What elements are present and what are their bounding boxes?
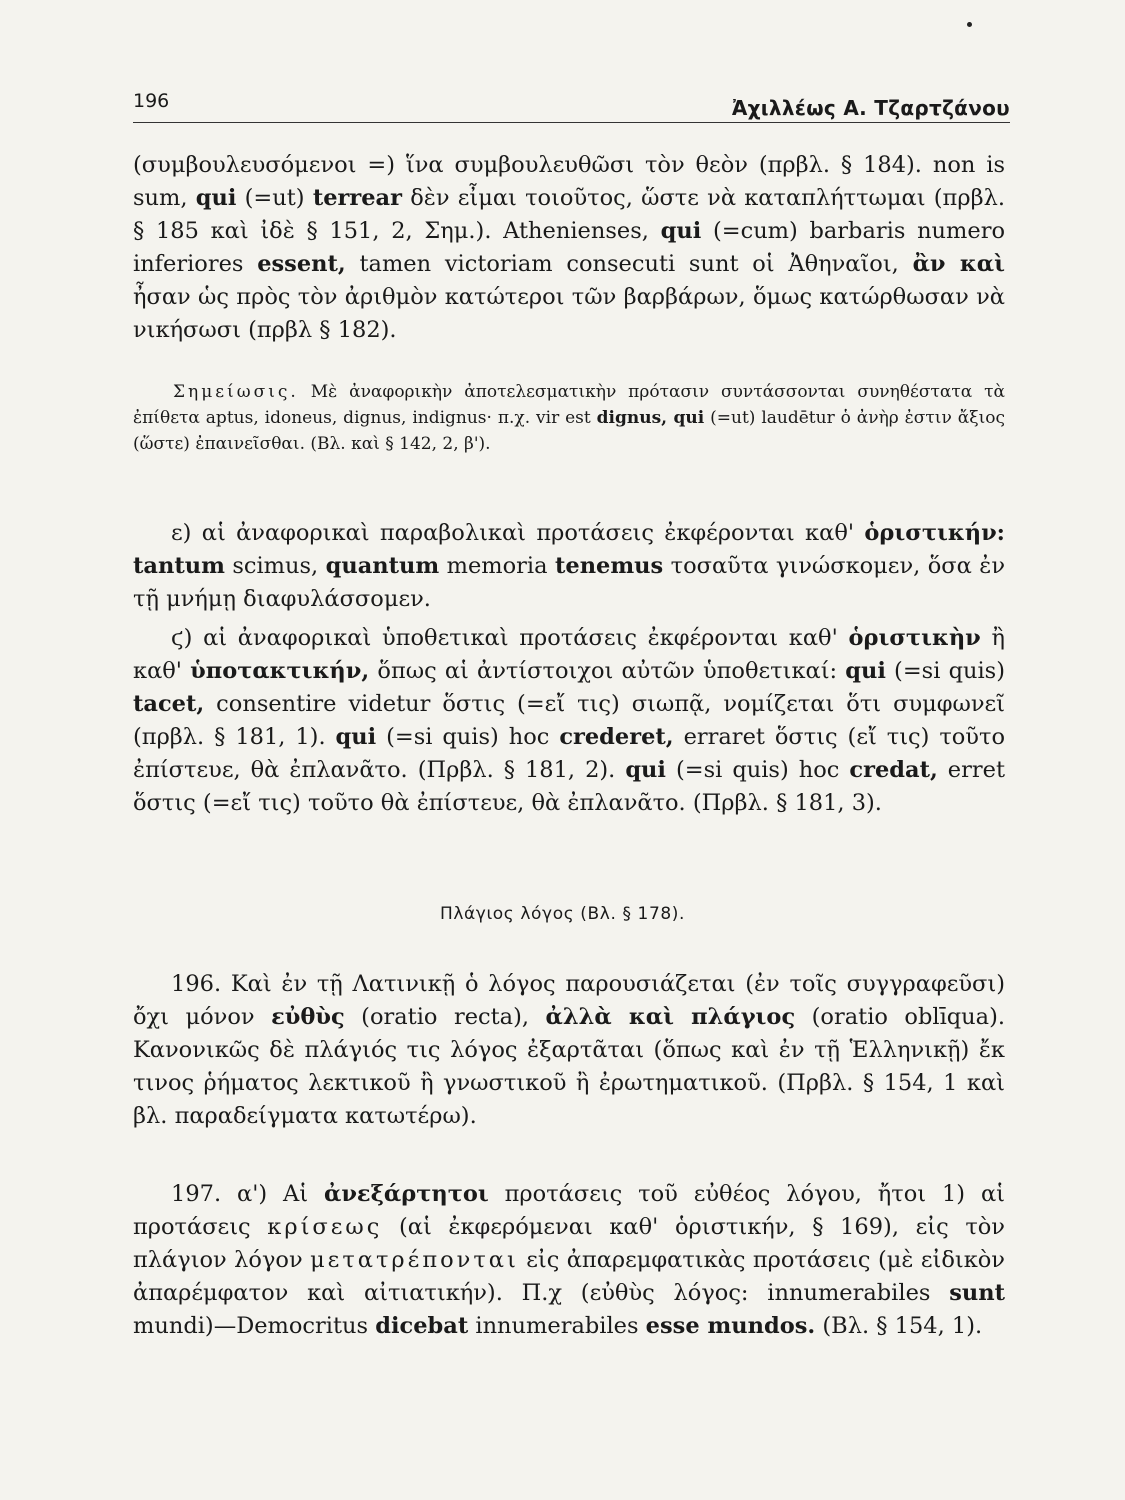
emphasis: ἀλλὰ καὶ πλάγιος [545, 1004, 796, 1030]
text-run: (=si quis) hoc [376, 724, 560, 750]
emphasis: ἀνεξάρτητοι [324, 1181, 489, 1207]
paragraph-stigma [133, 622, 1005, 820]
text-run: ϛ) αἱ ἀναφορικαὶ ὑποθετικαὶ προτάσεις ἐκφέρονται καθ' [171, 625, 849, 651]
text-run: memoria [439, 553, 555, 579]
emphasis: terrear [312, 185, 402, 211]
text-run: (=cum) barbaris numero inferiores [133, 218, 1006, 277]
text-run: τοσαῦτα γινώσκομεν, ὅσα ἐν τῇ μνήμῃ διαφυλάσσομεν. [133, 553, 1006, 612]
text-run: (αἱ ἐκφερόμεναι καθ' ὁριστικήν, § 169), εἰς τὸν πλάγιον λόγον [133, 1214, 1005, 1273]
text-run: εἰς ἀπαρεμφατικὰς προτάσεις (μὲ εἰδικὸν ἀπαρέμφατον καὶ αἰτιατικήν). Π.χ (εὐθὺς λόγος: innumerabiles [133, 1247, 1005, 1306]
text-run: scimus, [224, 553, 326, 579]
emphasis: quantum [325, 553, 440, 579]
emphasis: ἂν καὶ [912, 251, 1005, 277]
section-heading: Πλάγιος λόγος (Βλ. § 178). [439, 904, 686, 924]
emphasis: qui [845, 658, 886, 684]
text-run: προτάσεις τοῦ εὐθέος λόγου, ἤτοι 1) αἱ προτάσεις [133, 1181, 1005, 1240]
text-run: tamen victoriam consecuti sunt οἱ Ἀθηναῖοι, [345, 251, 913, 277]
author-header: Ἀχιλλέως Α. Τζαρτζάνου [731, 96, 1010, 120]
text-run: ἦσαν ὡς πρὸς τὸν ἀριθμὸν κατώτεροι τῶν βαρβάρων, ὅμως κατώρθωσαν νὰ νικήσωσι (πρβλ § 182). [133, 284, 1005, 343]
emphasis: tenemus [554, 553, 664, 579]
emphasis: qui [335, 724, 377, 750]
emphasis: tacet, [133, 691, 205, 717]
text-run: erraret ὅστις (εἴ τις) τοῦτο ἐπίστευε, θὰ ἐπλανᾶτο. (Πρβλ. § 181, 2). [133, 724, 1005, 783]
emphasis: qui [660, 218, 702, 244]
spaced-term: κρίσεως [267, 1214, 383, 1240]
emphasis: qui [195, 185, 237, 211]
text-run: (oratio recta), [344, 1004, 546, 1030]
text-run: (=si quis) [885, 658, 1005, 684]
text-run: (Βλ. § 154, 1). [815, 1313, 983, 1339]
text-run: (συμβουλευσόμενοι =) ἵνα συμβουλευθῶσι τὸν θεὸν (πρβλ. § 184). non is sum, [133, 152, 1005, 211]
text-run: Καὶ ἐν τῇ Λατινικῇ ὁ λόγος παρουσιάζεται (ἐν τοῖς συγγραφεῦσι) ὄχι μόνον [133, 971, 1005, 1030]
text-run: α') Αἱ [221, 1181, 324, 1207]
emphasis: sunt [949, 1280, 1005, 1306]
emphasis: ὑποτακτικήν, [190, 658, 370, 684]
text-run: (=ut) [236, 185, 313, 211]
text-run: mundi)—Democritus [133, 1313, 376, 1339]
text-run: ἢ καθ' [133, 625, 1005, 684]
emphasis: dicebat [375, 1313, 469, 1339]
running-head [133, 86, 1010, 123]
text-run: innumerabiles [468, 1313, 646, 1339]
scan-speck [967, 22, 972, 27]
paragraph-196 [133, 968, 1005, 1133]
spaced-term: μετατρέπονται [310, 1247, 519, 1273]
emphasis: esse mundos. [645, 1313, 816, 1339]
paragraph-197 [133, 1178, 1005, 1343]
emphasis: εὐθὺς [271, 1004, 345, 1030]
emphasis: ὁριστικήν: [864, 520, 1005, 546]
text-run: erret ὅστις (=εἴ τις) τοῦτο θὰ ἐπίστευε, θὰ ἐπλανᾶτο. (Πρβλ. § 181, 3). [133, 757, 1005, 816]
text-run: δὲν εἶμαι τοιοῦτος, ὥστε νὰ καταπλήττωμαι (πρβλ. § 185 καὶ ἰδὲ § 151, 2, Σημ.). Athenienses, [133, 185, 1005, 244]
emphasis: credat, [849, 757, 938, 783]
emphasis: crederet, [559, 724, 674, 750]
page-number: 196 [133, 90, 170, 112]
text-run: (=ut) laudētur ὁ ἀνὴρ ἐστιν ἄξιος (ὥστε) ἐπαινεῖσθαι. (Βλ. καὶ § 142, 2, β'). [133, 408, 1005, 454]
text-run: (=si quis) hoc [665, 757, 850, 783]
paragraph-number: 196. [171, 971, 222, 997]
emphasis: qui [625, 757, 666, 783]
emphasis: essent, [257, 251, 346, 277]
note-paragraph [133, 379, 1005, 457]
text-run: (oratio oblīqua). Κανονικῶς δὲ πλάγιός τις λόγος ἐξαρτᾶται (ὅπως καὶ ἐν τῇ Ἑλληνικῇ) ἔκ τινος ῥήματος λεκτικοῦ ἢ γνωστικοῦ ἢ ἐρωτηματικοῦ. (Πρβλ. § 154, 1 καὶ βλ. παραδείγματα κατωτέρω). [133, 1004, 1006, 1129]
text-run: Μὲ ἀναφορικὴν ἀποτελεσματικὴν πρότασιν συντάσσονται συνηθέστατα τὰ ἐπίθετα aptus, idoneus, dignus, indignus· π.χ. vir est [133, 382, 1005, 428]
note-label: Σημείωσις. [173, 382, 299, 402]
paragraph-number: 197. [171, 1181, 222, 1207]
text-run: ε) αἱ ἀναφορικαὶ παραβολικαὶ προτάσεις ἐκφέρονται καθ' [171, 520, 865, 546]
text-run: consentire videtur ὅστις (=εἴ τις) σιωπᾷ, νομίζεται ὅτι συμφωνεῖ (πρβλ. § 181, 1). [133, 691, 1005, 750]
emphasis: tantum [133, 553, 225, 579]
paragraph-epsilon [133, 517, 1005, 616]
paragraph-continuation [133, 149, 1005, 347]
text-run: ὅπως αἱ ἀντίστοιχοι αὐτῶν ὑποθετικαί: [369, 658, 846, 684]
emphasis: ὁριστικὴν [848, 625, 981, 651]
emphasis: dignus, qui [596, 408, 705, 428]
